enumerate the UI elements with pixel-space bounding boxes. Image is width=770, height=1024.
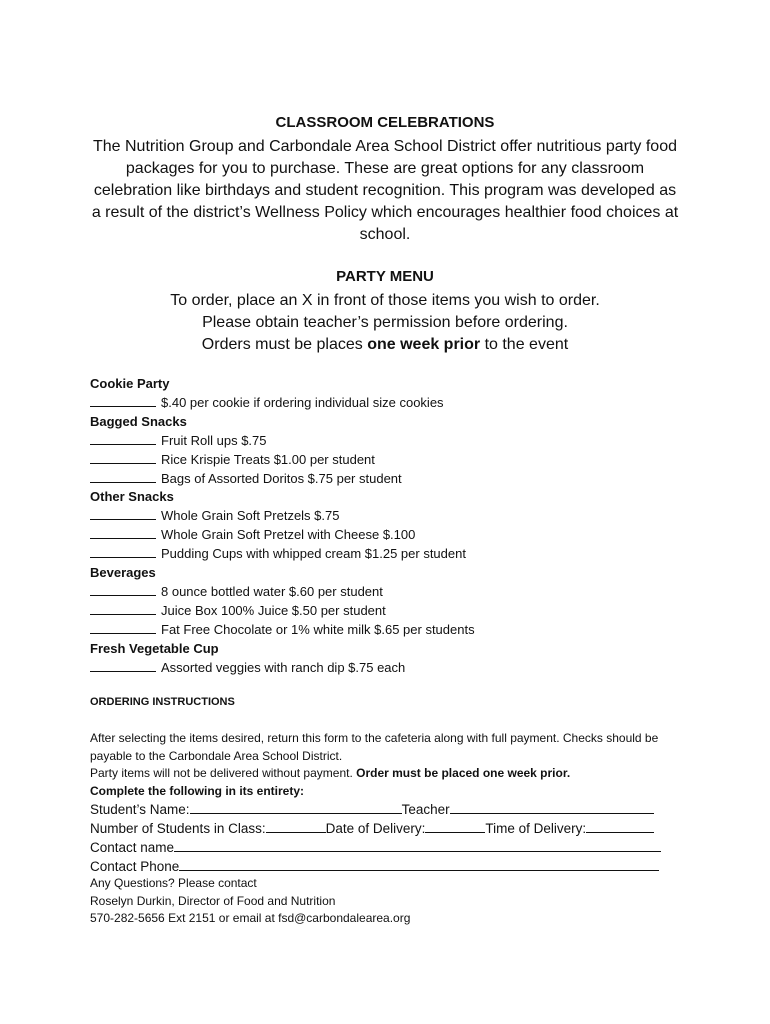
menu-item-list — [90, 375, 690, 678]
num-students-label: Number of Students in Class: — [90, 821, 266, 836]
menu-item-label: Whole Grain Soft Pretzels $.75 — [161, 508, 340, 524]
menu-item-label: 8 ounce bottled water $.60 per student — [161, 583, 383, 599]
contact-line: Roselyn Durkin, Director of Food and Nutrition — [90, 893, 336, 908]
order-mark-blank[interactable] — [90, 659, 156, 672]
order-mark-blank[interactable] — [90, 602, 156, 615]
menu-item — [90, 602, 690, 621]
menu-instruction-emphasis: one week prior — [367, 336, 481, 353]
order-mark-blank[interactable] — [90, 526, 156, 539]
menu-item — [90, 526, 690, 545]
order-mark-blank[interactable] — [90, 621, 156, 634]
order-mark-blank[interactable] — [90, 394, 156, 407]
menu-item-label: Pudding Cups with whipped cream $1.25 per student — [161, 546, 466, 562]
menu-item-label: Juice Box 100% Juice $.50 per student — [161, 602, 386, 618]
form-row-contact-name — [90, 838, 680, 857]
menu-instruction-line: To order, place an X in front of those items you wish to order. — [170, 292, 600, 309]
time-delivery-field[interactable] — [586, 819, 654, 833]
menu-item — [90, 432, 690, 451]
teacher-field[interactable] — [450, 800, 654, 814]
menu-instruction-text: Orders must be places — [201, 336, 368, 353]
menu-item — [90, 545, 690, 564]
student-name-field[interactable] — [190, 800, 402, 814]
intro-paragraph: The Nutrition Group and Carbondale Area School District offer nutritious party food packages for you to purchase. These are great options for any classroom celebration like birthdays and student recognition. This program was developed as a result of the district’s Wellness Policy which encourages healthier food choices at school. — [91, 138, 679, 243]
menu-instructions — [0, 290, 770, 356]
date-delivery-label: Date of Delivery: — [325, 821, 426, 836]
form-row-name — [90, 800, 680, 819]
complete-instruction: Complete the following in its entirety: — [90, 783, 305, 798]
menu-instruction-line: Please obtain teacher’s permission before ordering. — [202, 314, 568, 331]
contact-info — [90, 875, 690, 928]
party-menu-title: PARTY MENU — [336, 268, 434, 285]
order-mark-blank[interactable] — [90, 507, 156, 520]
ordering-instructions-heading: ORDERING INSTRUCTIONS — [90, 696, 235, 708]
menu-category-heading: Cookie Party — [90, 376, 170, 391]
menu-item — [90, 394, 690, 413]
menu-item-label: Fat Free Chocolate or 1% white milk $.65 per students — [161, 621, 475, 637]
ordering-paragraph — [90, 765, 690, 783]
menu-category-heading: Bagged Snacks — [90, 413, 187, 429]
menu-item — [90, 507, 690, 526]
menu-item — [90, 451, 690, 470]
menu-category-heading: Beverages — [90, 565, 156, 581]
order-mark-blank[interactable] — [90, 432, 156, 445]
contact-phone-field[interactable] — [179, 857, 659, 871]
contact-line: Any Questions? Please contact — [90, 876, 257, 890]
menu-item-label: $.40 per cookie if ordering individual size cookies — [161, 394, 444, 410]
menu-item — [90, 583, 690, 602]
contact-phone-label: Contact Phone — [90, 859, 180, 874]
order-mark-blank[interactable] — [90, 451, 156, 464]
menu-item-label: Fruit Roll ups $.75 — [161, 432, 267, 448]
menu-item-label: Bags of Assorted Doritos $.75 per student — [161, 470, 402, 486]
menu-item-label: Rice Krispie Treats $1.00 per student — [161, 451, 375, 467]
menu-item-label: Whole Grain Soft Pretzel with Cheese $.100 — [161, 527, 416, 543]
order-form — [90, 800, 680, 876]
time-delivery-label: Time of Delivery: — [485, 821, 587, 836]
teacher-label: Teacher — [401, 802, 450, 817]
contact-name-field[interactable] — [174, 838, 661, 852]
menu-item-label: Assorted veggies with ranch dip $.75 each — [161, 659, 406, 675]
order-mark-blank[interactable] — [90, 545, 156, 558]
contact-name-label: Contact name — [90, 840, 175, 855]
menu-category-heading: Other Snacks — [90, 489, 174, 505]
order-mark-blank[interactable] — [90, 583, 156, 596]
ordering-paragraph: After selecting the items desired, return this form to the cafeteria along with full payment. Checks should be payable to the Carbondale Area School District. — [90, 731, 659, 763]
menu-item — [90, 621, 690, 640]
form-row-contact-phone — [90, 857, 680, 876]
contact-line: 570-282-5656 Ext 2151 or email at fsd@carbondalearea.org — [90, 911, 411, 925]
student-name-label: Student’s Name: — [90, 802, 190, 817]
date-delivery-field[interactable] — [425, 819, 485, 833]
ordering-emphasis: Order must be placed one week prior. — [356, 766, 571, 780]
menu-category-heading: Fresh Vegetable Cup — [90, 640, 219, 656]
form-row-delivery — [90, 819, 680, 838]
order-mark-blank[interactable] — [90, 470, 156, 483]
num-students-field[interactable] — [266, 819, 326, 833]
menu-instruction-text: to the event — [480, 336, 569, 353]
menu-item — [90, 470, 690, 489]
ordering-text: Party items will not be delivered without payment. — [90, 766, 357, 780]
document-title: CLASSROOM CELEBRATIONS — [275, 114, 495, 131]
menu-instruction-line — [0, 334, 770, 356]
menu-item — [90, 659, 690, 678]
ordering-instructions — [90, 730, 690, 800]
